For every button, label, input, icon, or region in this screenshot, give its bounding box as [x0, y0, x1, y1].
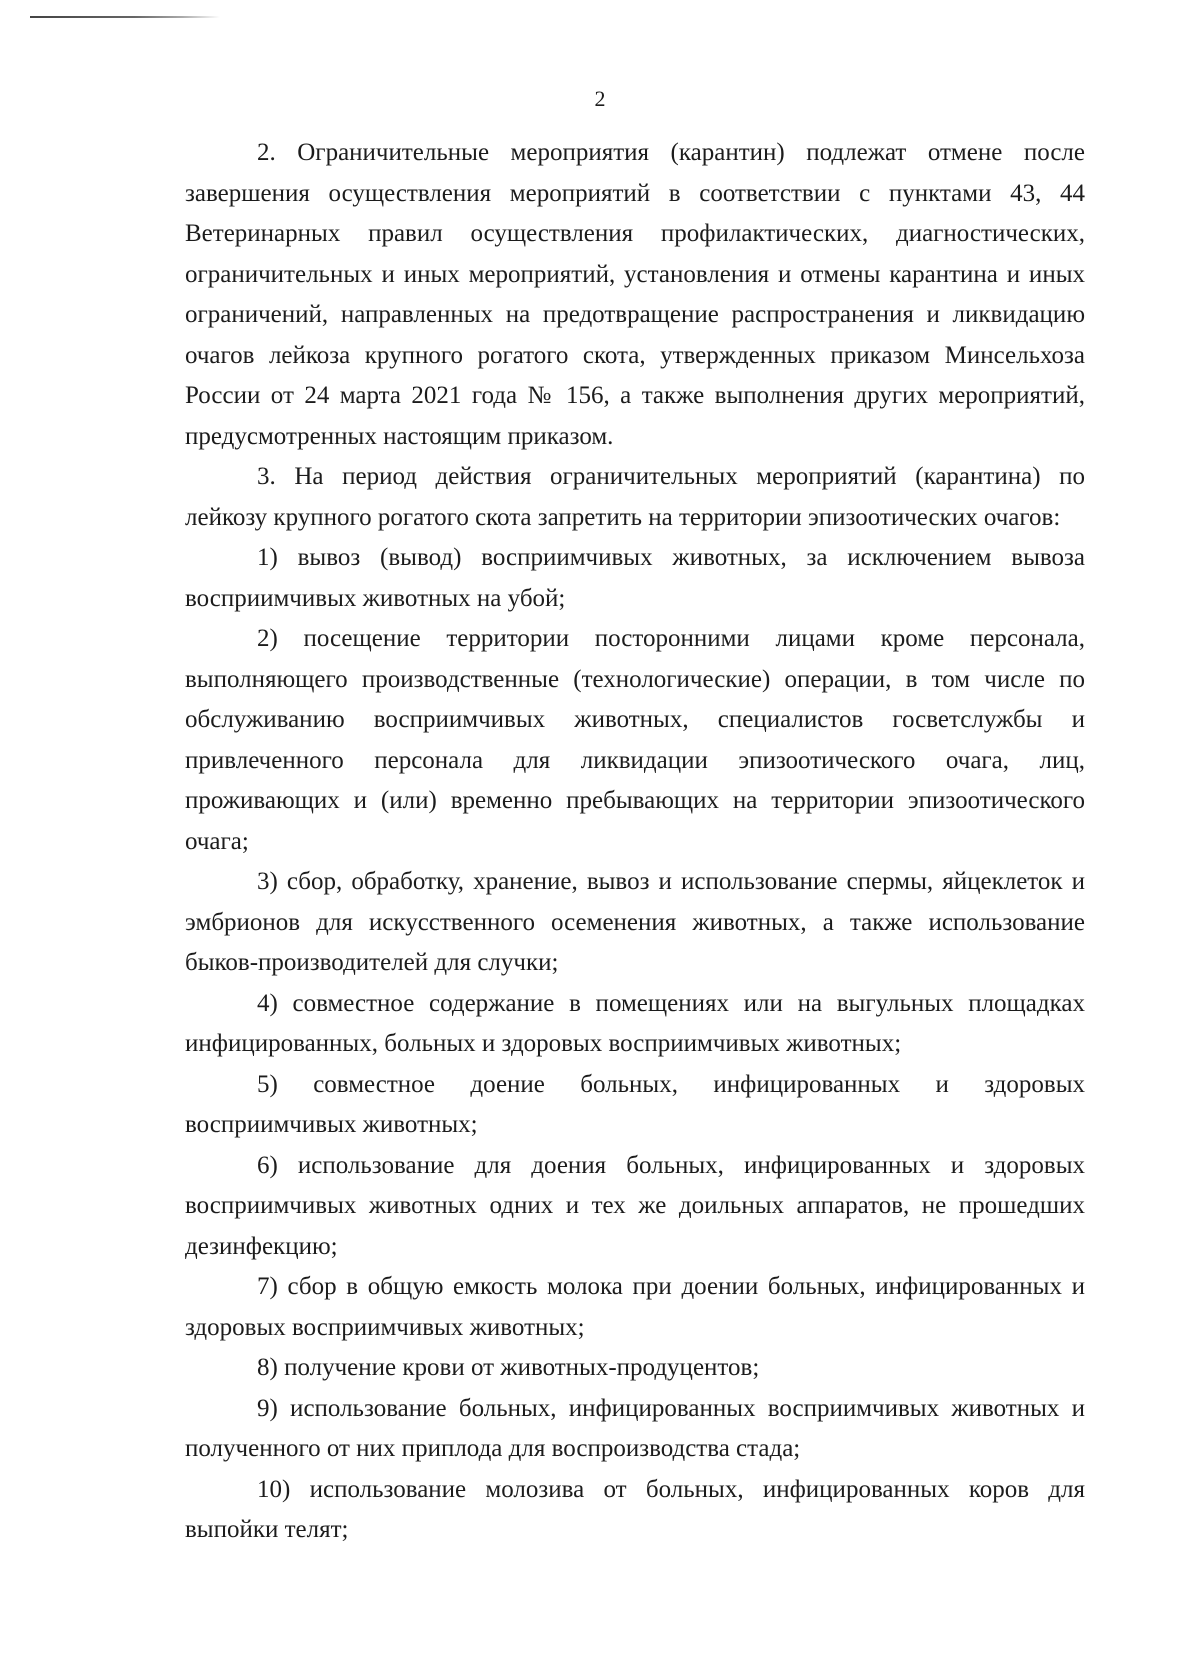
document-body: [185, 133, 1085, 1551]
list-item-8: 8) получение крови от животных-продуцентов;: [257, 1354, 760, 1381]
paragraph-item-3: 3. На период действия ограничительных мероприятий (карантина) по лейкозу крупного рогатого скота запретить на территории эпизоотических очагов:: [185, 463, 1085, 531]
scan-edge-mark: [30, 16, 220, 18]
list-item-2: 2) посещение территории посторонними лицами кроме персонала, выполняющего производственные (технологические) операции, в том числе по обслуживанию восприимчивых животных, специалистов госветслужбы и привлеченного персонала для ликвидации эпизоотического очага, лиц, проживающих и (или) временно пребывающих на территории эпизоотического очага;: [185, 625, 1085, 855]
page-number: 2: [594, 86, 606, 111]
list-item-10: 10) использование молозива от больных, инфицированных коров для выпойки телят;: [185, 1475, 1085, 1543]
list-item-5: 5) совместное доение больных, инфицированных и здоровых восприимчивых животных;: [185, 1070, 1085, 1138]
list-item-4: 4) совместное содержание в помещениях или на выгульных площадках инфицированных, больных и здоровых восприимчивых животных;: [185, 989, 1085, 1057]
list-item-7: 7) сбор в общую емкость молока при доении больных, инфицированных и здоровых восприимчивых животных;: [185, 1273, 1085, 1341]
list-item-3: 3) сбор, обработку, хранение, вывоз и использование спермы, яйцеклеток и эмбрионов для искусственного осеменения животных, а также использование быков-производителей для случки;: [185, 868, 1085, 976]
list-item-1: 1) вывоз (вывод) восприимчивых животных, за исключением вывоза восприимчивых животных на убой;: [185, 544, 1085, 612]
list-item-9: 9) использование больных, инфицированных восприимчивых животных и полученного от них приплода для воспроизводства стада;: [185, 1394, 1085, 1462]
paragraph-item-2: 2. Ограничительные мероприятия (карантин) подлежат отмене после завершения осуществления мероприятий в соответствии с пунктами 43, 44 Ветеринарных правил осуществления профилактических, диагностических, ограничительных и иных мероприятий, установления и отмены карантина и иных ограничений, направленных на предотвращение распространения и ликвидацию очагов лейкоза крупного рогатого скота, утвержденных приказом Минсельхоза России от 24 марта 2021 года № 156, а также выполнения других мероприятий, предусмотренных настоящим приказом.: [185, 139, 1085, 450]
list-item-6: 6) использование для доения больных, инфицированных и здоровых восприимчивых животных одних и тех же доильных аппаратов, не прошедших дезинфекцию;: [185, 1151, 1085, 1260]
